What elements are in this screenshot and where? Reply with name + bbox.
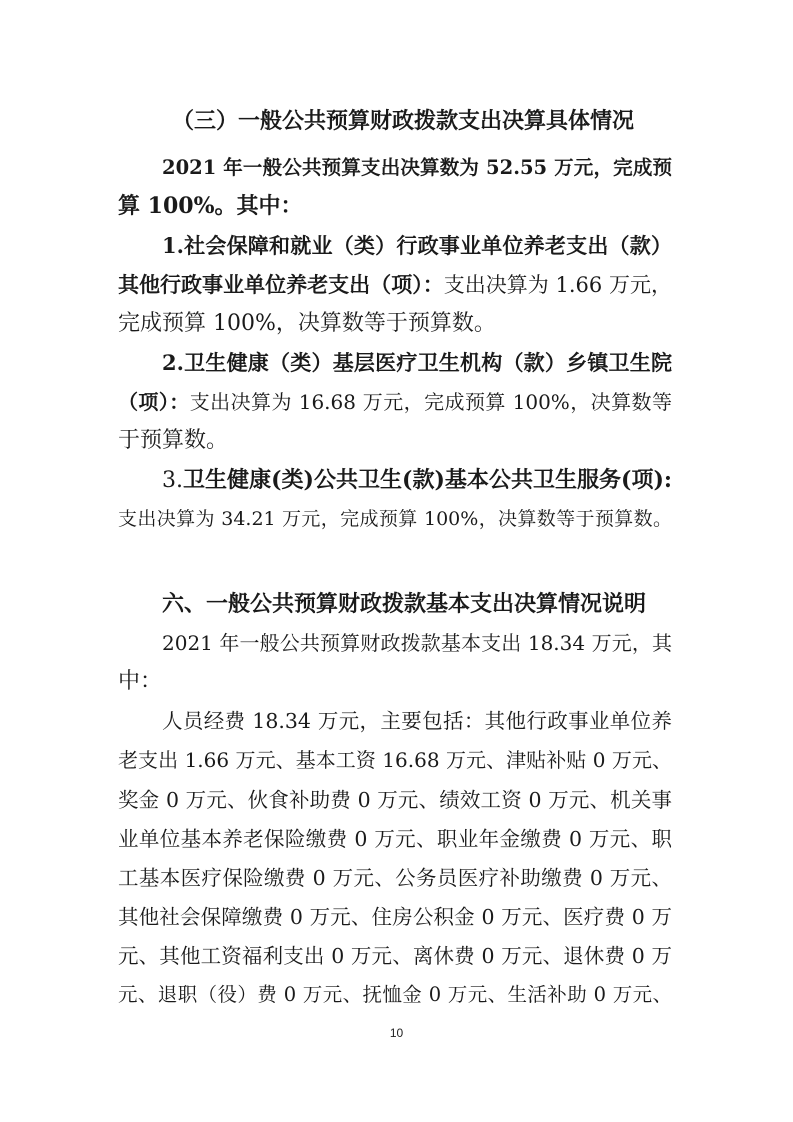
section6-p1-line1: 2021 年一般公共预算财政拨款基本支出 18.34 万元，其 (162, 631, 672, 655)
section3-intro-line1: 2021 年一般公共预算支出决算数为 52.55 万元，完成预 (162, 156, 672, 179)
item2-line2-bold: （项）： (118, 390, 190, 414)
item2-line1: 2.卫生健康（类）基层医疗卫生机构（款）乡镇卫生院 (162, 350, 672, 375)
section6-p2-line: 奖金 0 万元、伙食补助费 0 万元、绩效工资 0 万元、机关事 (118, 788, 672, 812)
section6-p2-line: 其他社会保障缴费 0 万元、住房公积金 0 万元、医疗费 0 万 (118, 905, 672, 929)
section6-p2-line: 元、其他工资福利支出 0 万元、离休费 0 万元、退休费 0 万 (118, 944, 672, 968)
section-heading-6: 六、一般公共预算财政拨款基本支出决算情况说明 (162, 591, 647, 617)
item3-number: 3. (162, 468, 183, 493)
item1-line2-bold: 其他行政事业单位养老支出（项）： (118, 272, 444, 297)
item2-line2-rest: 支出决算为 16.68 万元，完成预算 100%，决算数等 (189, 390, 672, 414)
page-number: 10 (389, 1026, 404, 1040)
item2-line3: 于预算数。 (118, 428, 229, 453)
section6-p2-line: 工基本医疗保险缴费 0 万元、公务员医疗补助缴费 0 万元、 (118, 866, 672, 890)
item1-line2-rest: 支出决算为 1.66 万元， (443, 273, 672, 297)
item1-line1: 1.社会保障和就业（类）行政事业单位养老支出（款） (162, 233, 672, 258)
item1-line3: 完成预算 100%，决算数等于预算数。 (118, 311, 496, 336)
section6-p2-line: 老支出 1.66 万元、基本工资 16.68 万元、津贴补贴 0 万元、 (118, 748, 672, 772)
section6-p1-line2: 中： (118, 669, 163, 694)
item3-line1-bold: 卫生健康(类)公共卫生(款)基本公共卫生服务(项): (183, 467, 672, 493)
item3-line1 (162, 465, 672, 496)
section3-intro-line2: 算 100%。其中： (118, 193, 303, 219)
section6-p2-line: 人员经费 18.34 万元，主要包括：其他行政事业单位养 (162, 709, 672, 733)
item1-line2 (118, 270, 672, 300)
item2-line2 (118, 387, 672, 417)
section6-p2-line: 业单位基本养老保险缴费 0 万元、职业年金缴费 0 万元、职 (118, 827, 672, 851)
section-heading-3: （三）一般公共预算财政拨款支出决算具体情况 (172, 108, 635, 134)
section6-p2-line: 元、退职（役）费 0 万元、抚恤金 0 万元、生活补助 0 万元、 (118, 983, 672, 1006)
item3-line2: 支出决算为 34.21 万元，完成预算 100%，决算数等于预算数。 (118, 508, 672, 530)
